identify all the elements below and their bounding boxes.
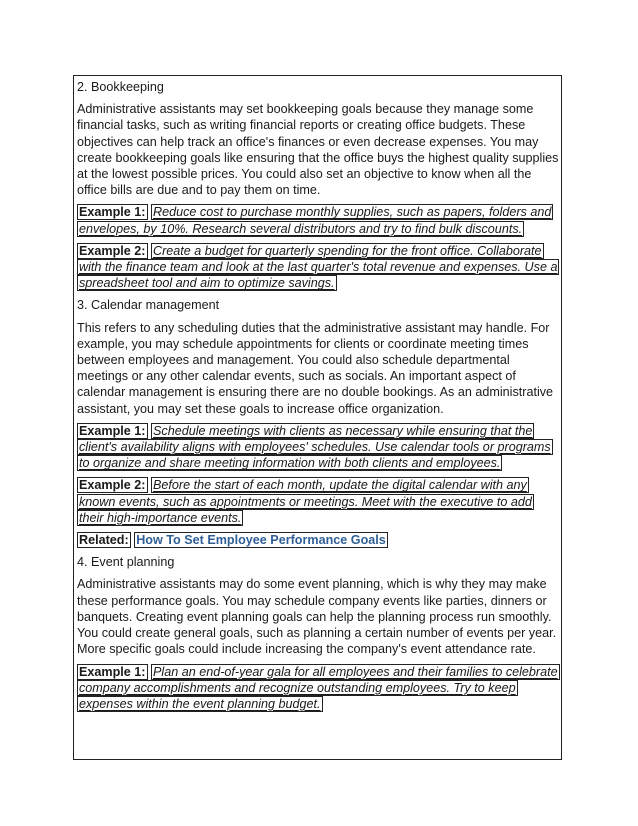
section-body-event-planning: Administrative assistants may do some event planning, which is why they may make these performance goals. You may schedule company events like parties, dinners or banquets. Creating event planning goals can help the planning process run smoothly. You could create general goals, such as planning a certain number of events per year. More specific goals could include increasing the company's event attendance rate.	[77, 577, 557, 657]
section-body-bookkeeping: Administrative assistants may set bookkeeping goals because they manage some financial tasks, such as writing financial reports or creating office budgets. These objectives can help track an office's finances or even decrease expenses. You may create bookkeeping goals like ensuring that the office buys the highest quality supplies at the lowest possible prices. You could also set an objective to know when all the office bills are due and to pay them on time.	[77, 102, 559, 198]
document-page	[73, 75, 562, 760]
example-text: Before the start of each month, update the digital calendar with any known events, such as appointments or meetings. Meet with the executive to add their high-importance events.	[79, 478, 532, 525]
section-heading-calendar-management: 3. Calendar management	[77, 298, 220, 313]
example-calendar-1	[77, 423, 559, 472]
example-text: Plan an end-of-year gala for all employees and their families to celebrate company accomplishments and recognize outstanding employees. Try to keep expenses within the event planning budget.	[79, 664, 558, 711]
section-body-calendar-management: This refers to any scheduling duties that the administrative assistant may handle. For example, you may schedule appointments for clients or coordinate meeting times between employees and management. You could also schedule departmental meetings or any other calendar events, such as socials. An important aspect of calendar management is ensuring there are no double bookings. As an administrative assistant, you may set these goals to increase office organization.	[77, 320, 554, 416]
example-bookkeeping-1	[77, 204, 559, 236]
example-label: Example 1:	[79, 205, 146, 220]
example-label: Example 1:	[79, 664, 146, 679]
example-label: Example 2:	[79, 478, 146, 493]
example-event-1	[77, 664, 559, 713]
example-label: Example 1:	[79, 423, 146, 438]
example-text: Reduce cost to purchase monthly supplies, such as papers, folders and envelopes, by 10%. Research several distributors and try to find bulk discounts.	[79, 205, 552, 236]
section-heading-event-planning: 4. Event planning	[77, 555, 175, 570]
example-label: Example 2:	[79, 243, 146, 258]
example-calendar-2	[77, 477, 559, 526]
section-heading-bookkeeping: 2. Bookkeeping	[77, 80, 164, 94]
related-row	[77, 532, 559, 548]
related-label: Related:	[79, 533, 129, 548]
related-link[interactable]: How To Set Employee Performance Goals	[136, 533, 386, 548]
example-bookkeeping-2	[77, 243, 559, 292]
example-text: Create a budget for quarterly spending for the front office. Collaborate with the finance team and look at the last quarter's total revenue and expenses. Use a spreadsheet tool and aim to optimize savings.	[79, 243, 558, 291]
example-text: Schedule meetings with clients as necessary while ensuring that the client's availability aligns with employees' schedules. Use calendar tools or programs to organize and share meeting information with both clients and employees.	[79, 423, 551, 471]
